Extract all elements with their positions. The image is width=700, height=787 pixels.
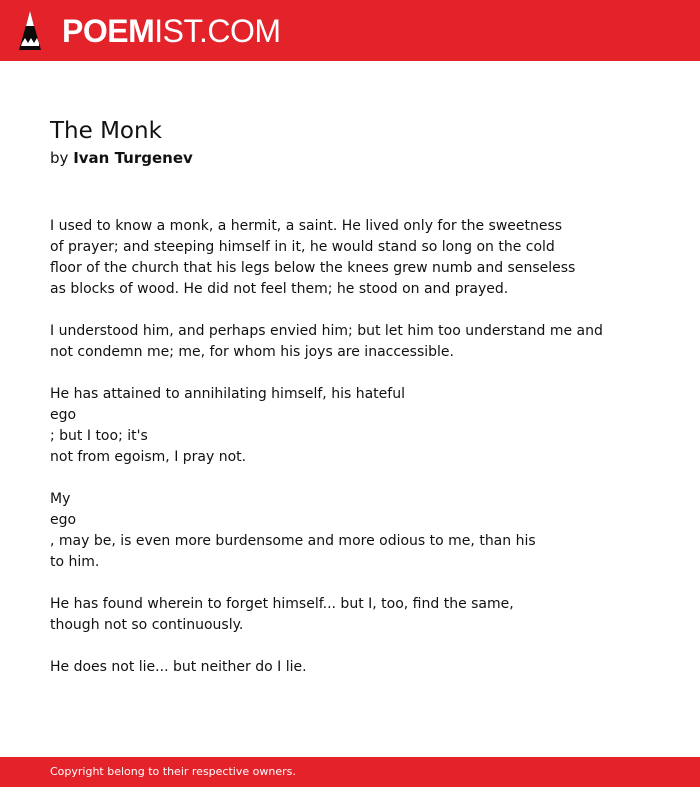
site-footer bbox=[0, 757, 700, 787]
pencil-tip-icon bbox=[18, 10, 42, 52]
poem-stanza-1 bbox=[50, 216, 650, 300]
poem-line: though not so continuously. bbox=[50, 617, 244, 633]
poem-line: of prayer; and steeping himself in it, he would stand so long on the cold bbox=[50, 239, 555, 255]
site-header bbox=[0, 0, 700, 61]
poem-stanza-6 bbox=[50, 657, 650, 678]
poem-byline bbox=[50, 148, 650, 168]
poem-line: , may be, is even more burdensome and more odious to me, than his bbox=[50, 533, 536, 549]
copyright-text: Copyright belong to their respective owners. bbox=[50, 765, 296, 778]
poem-line: floor of the church that his legs below the knees grew numb and senseless bbox=[50, 260, 576, 276]
poem-title: The Monk bbox=[50, 118, 162, 144]
poem-line: He has found wherein to forget himself... but I, too, find the same, bbox=[50, 596, 514, 612]
poem-line: not condemn me; me, for whom his joys are inaccessible. bbox=[50, 344, 454, 360]
poem-line: ego bbox=[50, 407, 77, 423]
poem-line: He does not lie... but neither do I lie. bbox=[50, 659, 307, 675]
poem-stanza-3 bbox=[50, 384, 650, 468]
poem-stanza-5 bbox=[50, 594, 650, 636]
poem-stanza-4 bbox=[50, 489, 650, 573]
poem-line: I used to know a monk, a hermit, a saint. He lived only for the sweetness bbox=[50, 218, 563, 234]
poem-line: I understood him, and perhaps envied him; but let him too understand me and bbox=[50, 323, 603, 339]
poem-line: as blocks of wood. He did not feel them; he stood on and prayed. bbox=[50, 281, 509, 297]
by-label: by bbox=[50, 149, 69, 167]
poem-content bbox=[50, 117, 650, 699]
poem-line: My bbox=[50, 491, 71, 507]
poem-line: not from egoism, I pray not. bbox=[50, 449, 247, 465]
poem-line: He has attained to annihilating himself, his hateful bbox=[50, 386, 405, 402]
poem-author: Ivan Turgenev bbox=[73, 149, 193, 167]
poem-line: ; but I too; it's bbox=[50, 428, 148, 444]
brand-light-text: IST.COM bbox=[154, 13, 281, 49]
poem-body bbox=[50, 216, 650, 678]
poem-line: ego bbox=[50, 512, 77, 528]
poem-stanza-2 bbox=[50, 321, 650, 363]
poem-line: to him. bbox=[50, 554, 100, 570]
brand-bold-text: POEM bbox=[62, 13, 155, 49]
site-logo[interactable] bbox=[62, 13, 281, 49]
